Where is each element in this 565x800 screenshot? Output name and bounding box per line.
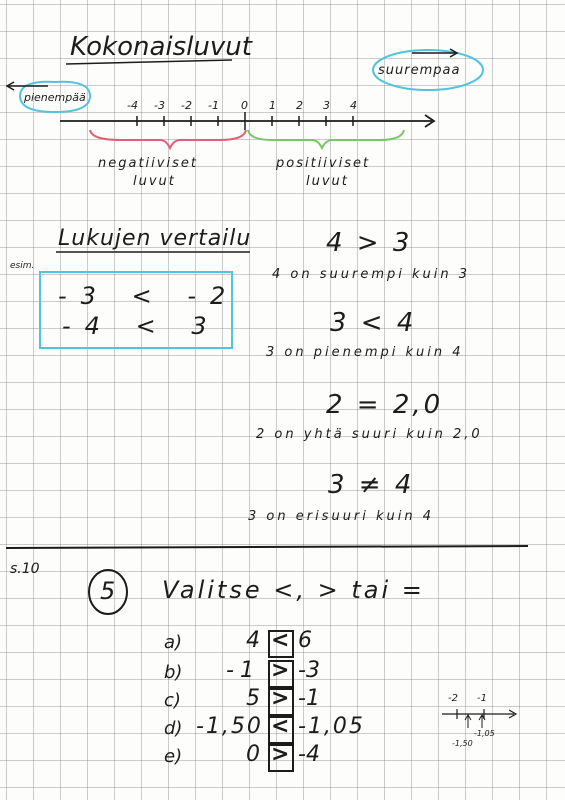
rule-expression: 3 < 4 xyxy=(330,308,417,338)
item-right: 6 xyxy=(298,628,312,653)
tick-label: 3 xyxy=(323,99,330,112)
page-title: Kokonaisluvut xyxy=(70,32,252,62)
item-answer: < xyxy=(271,628,290,653)
rule-text: 2 on yhtä suuri kuin 2,0 xyxy=(256,427,483,442)
item-left: 5 xyxy=(246,686,260,711)
negative-brace xyxy=(90,130,246,148)
item-left: 0 xyxy=(246,742,260,767)
item-answer: > xyxy=(271,686,290,711)
exercise-number: 5 xyxy=(100,577,116,605)
rule-expression: 2 = 2,0 xyxy=(326,390,444,420)
positive-label: positiiviset xyxy=(276,156,371,171)
example-label: esim. xyxy=(10,261,35,271)
comparison-heading: Lukujen vertailu xyxy=(58,226,252,251)
example-row: -3 < -2 xyxy=(58,282,240,310)
rule-text: 3 on pienempi kuin 4 xyxy=(266,345,464,360)
item-label: b) xyxy=(164,662,183,683)
item-label: a) xyxy=(164,632,183,653)
page-reference: s.10 xyxy=(10,561,40,577)
item-right: -1,05 xyxy=(298,714,365,739)
item-right: -4 xyxy=(298,742,320,767)
rule-expression: 3 ≠ 4 xyxy=(328,470,415,500)
bigger-label: suurempaa xyxy=(378,63,461,78)
item-label: d) xyxy=(164,718,183,739)
exercise-instruction: Valitse <, > tai = xyxy=(162,576,425,604)
positive-label: luvut xyxy=(306,174,349,189)
item-answer: > xyxy=(271,658,290,683)
item-left: -1,50 xyxy=(196,714,263,739)
item-left: -1 xyxy=(226,658,260,683)
tick-label: -1 xyxy=(208,99,219,112)
sketch-value-label: -1,05 xyxy=(474,729,495,738)
negative-label: negatiiviset xyxy=(98,156,198,171)
tick-label: -2 xyxy=(181,99,192,112)
rule-text: 4 on suurempi kuin 3 xyxy=(272,267,471,282)
item-right: -1 xyxy=(298,686,320,711)
item-label: c) xyxy=(164,690,181,711)
item-right: -3 xyxy=(298,658,320,683)
sketch-value-label: -1,50 xyxy=(452,739,473,748)
tick-label: 2 xyxy=(296,99,303,112)
tick-label: 4 xyxy=(350,99,357,112)
negative-label: luvut xyxy=(133,174,176,189)
tick-label: -3 xyxy=(154,99,165,112)
item-left: 4 xyxy=(246,628,260,653)
section-separator xyxy=(6,546,528,548)
rule-expression: 4 > 3 xyxy=(326,228,413,258)
tick-label: 0 xyxy=(241,99,248,112)
item-answer: > xyxy=(271,742,290,767)
sketch-tick-label: -1 xyxy=(477,693,487,704)
smaller-label: pienempää xyxy=(24,91,86,104)
item-label: e) xyxy=(164,746,183,767)
tick-label: 1 xyxy=(269,99,276,112)
sketch-tick-label: -2 xyxy=(448,693,458,704)
example-row: -4 < 3 xyxy=(62,312,221,340)
rule-text: 3 on erisuuri kuin 4 xyxy=(248,509,435,524)
tick-label: -4 xyxy=(127,99,138,112)
positive-brace xyxy=(248,130,404,148)
item-answer: < xyxy=(271,714,290,739)
